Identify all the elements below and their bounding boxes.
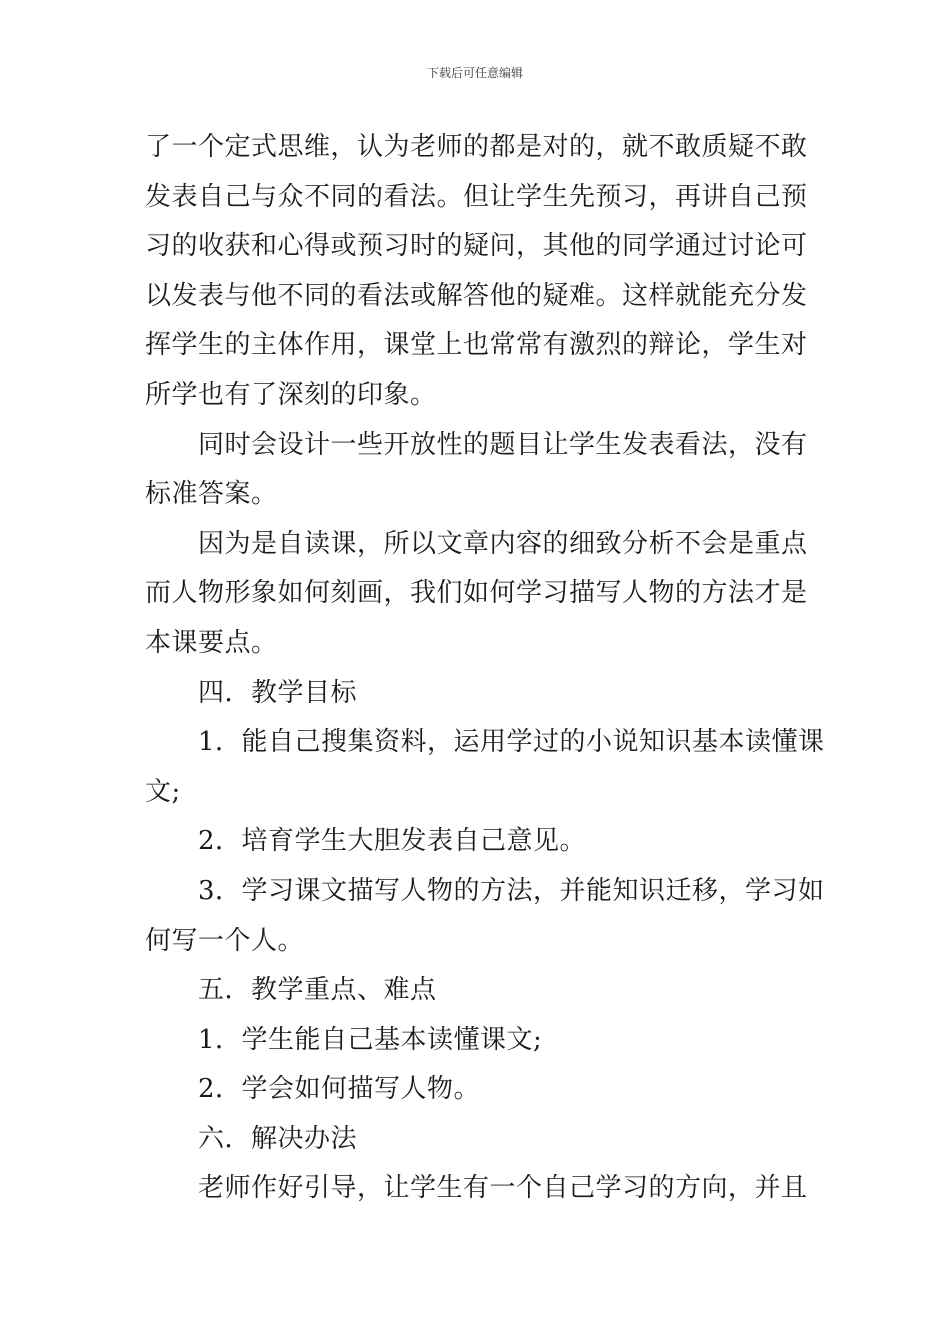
list-item: 1．能自己搜集资料，运用学过的小说知识基本读懂课 xyxy=(198,727,825,758)
text-line: 标准答案。 xyxy=(145,479,278,510)
text-line: 本课要点。 xyxy=(145,627,278,658)
section-heading-solutions: 六．解决办法 xyxy=(198,1123,358,1154)
text-line: 发表自己与众不同的看法。但让学生先预习，再讲自己预 xyxy=(145,181,808,212)
page-header: 下载后可任意编辑 xyxy=(426,66,523,80)
text-line: 以发表与他不同的看法或解答他的疑难。这样就能充分发 xyxy=(145,280,808,311)
text-line: 文; xyxy=(145,776,181,807)
list-item: 2．学会如何描写人物。 xyxy=(198,1074,481,1105)
text-line: 何写一个人。 xyxy=(145,925,305,956)
paragraph-start-line: 因为是自读课，所以文章内容的细致分析不会是重点 xyxy=(198,528,808,559)
list-item: 3．学习课文描写人物的方法，并能知识迁移，学习如 xyxy=(198,875,825,906)
text-line: 而人物形象如何刻画，我们如何学习描写人物的方法才是 xyxy=(145,578,808,609)
document-body xyxy=(145,123,825,1214)
paragraph-start-line: 老师作好引导，让学生有一个自己学习的方向，并且 xyxy=(198,1173,808,1204)
text-line: 挥学生的主体作用，课堂上也常常有激烈的辩论，学生对 xyxy=(145,330,808,361)
text-line: 了一个定式思维，认为老师的都是对的，就不敢质疑不敢 xyxy=(145,132,808,162)
section-heading-key-points: 五．教学重点、难点 xyxy=(198,975,437,1006)
paragraph-start-line: 同时会设计一些开放性的题目让学生发表看法，没有 xyxy=(198,429,808,460)
list-item: 1．学生能自己基本读懂课文; xyxy=(198,1024,543,1055)
text-line: 所学也有了深刻的印象。 xyxy=(145,379,437,410)
list-item: 2．培育学生大胆发表自己意见。 xyxy=(198,826,587,857)
section-heading-teaching-goals: 四．教学目标 xyxy=(198,677,358,708)
text-line: 习的收获和心得或预习时的疑问，其他的同学通过讨论可 xyxy=(145,231,808,262)
